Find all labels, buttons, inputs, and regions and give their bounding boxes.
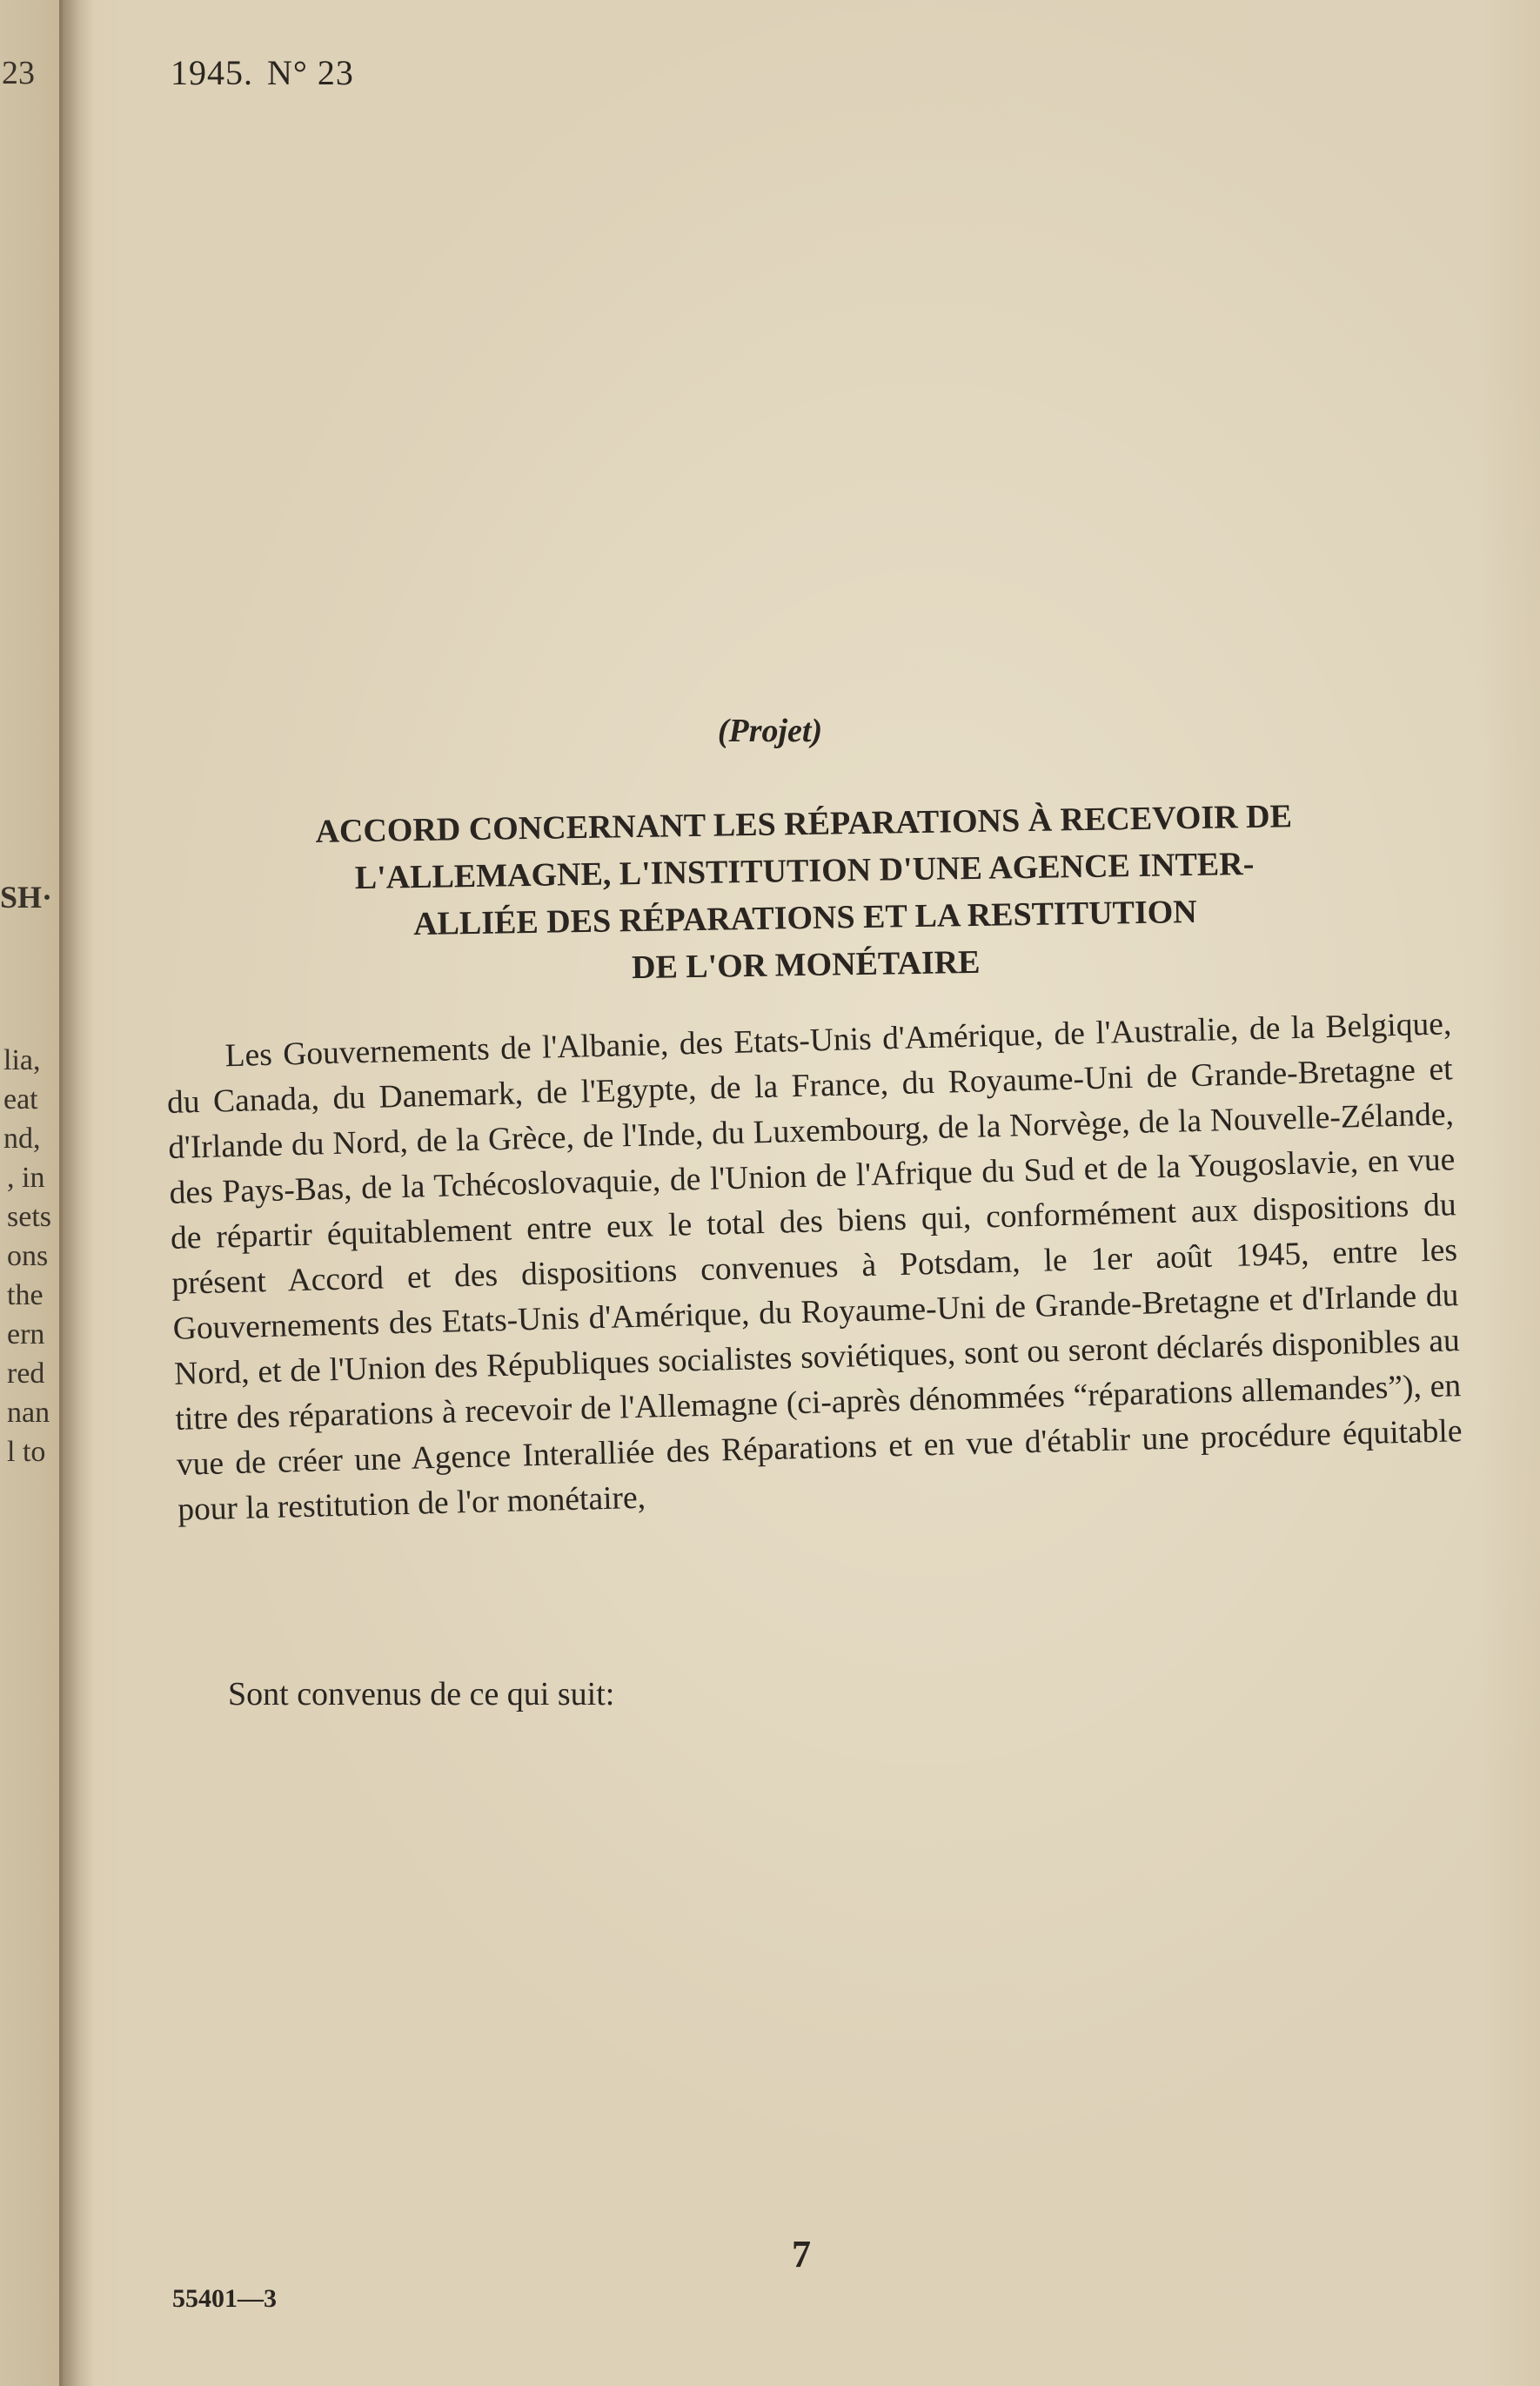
adjacent-page-line-fragment: sets	[7, 1201, 51, 1233]
title-line: L'ALLEMAGNE, L'INSTITUTION D'UNE AGENCE INTER-	[354, 845, 1255, 897]
header-number: N° 23	[267, 53, 354, 92]
adjacent-page-line-fragment: nd,	[3, 1123, 41, 1155]
print-code: 55401—3	[172, 2284, 277, 2313]
agreed-line: Sont convenus de ce qui suit:	[228, 1676, 615, 1712]
header-year: 1945.	[171, 53, 253, 92]
page-number: 7	[792, 2233, 811, 2275]
adjacent-page-number: 23	[2, 55, 35, 91]
adjacent-page-line-fragment: l to	[7, 1436, 46, 1468]
adjacent-page-fragment: SH·	[0, 880, 53, 915]
adjacent-page-line-fragment: nan	[7, 1397, 50, 1429]
title-line: ACCORD CONCERNANT LES RÉPARATIONS À RECEVOIR DE	[315, 798, 1293, 850]
adjacent-page-line-fragment: ons	[7, 1240, 49, 1272]
title-line: ALLIÉE DES RÉPARATIONS ET LA RESTITUTION	[412, 893, 1198, 943]
preamble-block	[165, 1002, 1463, 1532]
adjacent-page-line-fragment: , in	[7, 1162, 45, 1194]
preamble-paragraph: Les Gouvernements de l'Albanie, des Etats-Unis d'Amérique, de l'Australie, de la Belgique, du Canada, du Danemark, de l'Egypte, de la France, du Royaume-Uni de Grande-Bretagne et d'Irlande du Nord, de la Grèce, de l'Inde, du Luxembourg, de la Norvège, de la Nouvelle-Zélande, des Pays-Bas, de la Tchécoslovaquie, de l'Union de l'Afrique du Sud et de la Yougoslavie, en vue de répartir équitablement entre eux le total des biens qui, conformément aux dispositions du présent Accord et des dispositions convenues à Potsdam, le 1er août 1945, entre les Gouvernements des Etats-Unis d'Amérique, du Royaume-Uni de Grande-Bretagne et d'Irlande du Nord, et de l'Union des Républiques socialistes soviétiques, sont ou seront déclarés disponibles au titre des réparations à recevoir de l'Allemagne (ci-après dénommées “réparations allemandes”), en vue de créer une Agence Interalliée des Réparations et en vue d'établir une procédure équitable pour la restitution de l'or monétaire,	[166, 1006, 1463, 1528]
adjacent-page-line-fragment: the	[7, 1279, 44, 1311]
document-title	[198, 791, 1410, 998]
adjacent-page-line-fragment: red	[7, 1357, 45, 1390]
draft-label: (Projet)	[717, 713, 823, 749]
page-header	[171, 52, 354, 93]
adjacent-page-strip	[0, 0, 63, 2386]
adjacent-page-line-fragment: ern	[7, 1318, 45, 1351]
adjacent-page-line-fragment: eat	[3, 1083, 38, 1116]
binding-gutter	[59, 0, 94, 2386]
title-line: DE L'OR MONÉTAIRE	[631, 943, 981, 987]
adjacent-page-line-fragment: lia,	[3, 1044, 41, 1076]
